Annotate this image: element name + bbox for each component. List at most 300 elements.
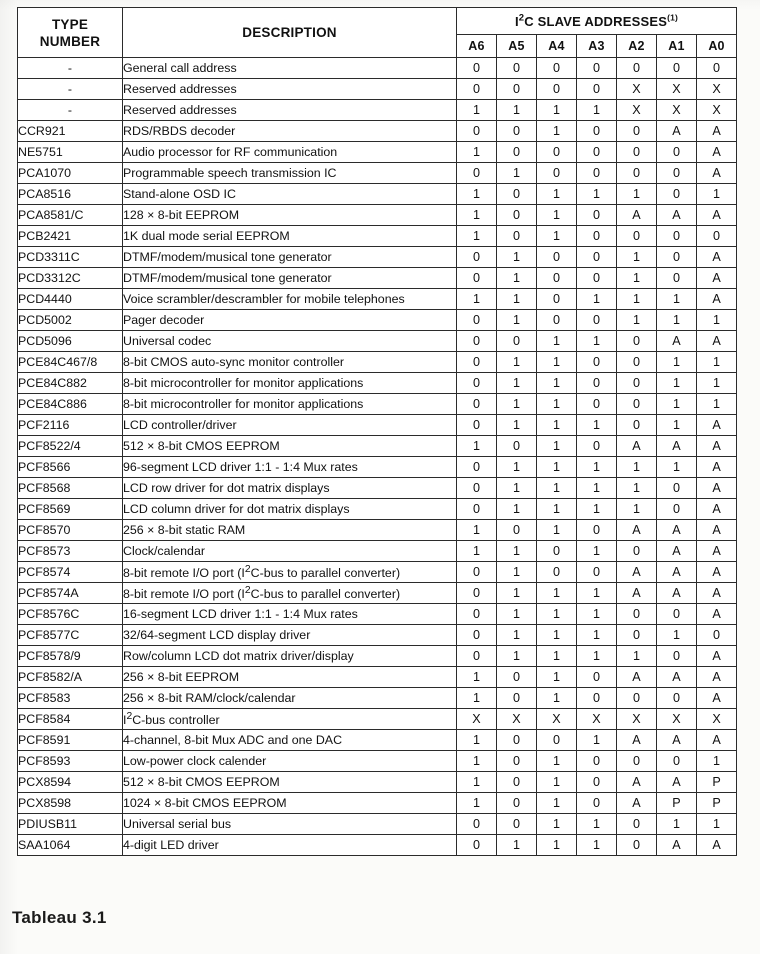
cell-address-bit-a5: 1	[497, 310, 537, 331]
cell-address-bit-a3: 1	[577, 499, 617, 520]
cell-address-bit-a2: 1	[617, 646, 657, 667]
cell-description: 4-channel, 8-bit Mux ADC and one DAC	[123, 730, 457, 751]
table-header	[18, 8, 737, 58]
table-row	[18, 562, 737, 583]
cell-address-bit-a0: A	[697, 583, 737, 604]
cell-address-bit-a2: 0	[617, 394, 657, 415]
cell-address-bit-a4: 1	[537, 814, 577, 835]
cell-address-bit-a6: 0	[457, 58, 497, 79]
cell-address-bit-a4: 1	[537, 100, 577, 121]
cell-address-bit-a2: 1	[617, 184, 657, 205]
cell-address-bit-a6: 0	[457, 604, 497, 625]
cell-address-bit-a2: X	[617, 709, 657, 730]
cell-type-number: PCD3312C	[18, 268, 123, 289]
cell-address-bit-a2: 0	[617, 751, 657, 772]
table-row	[18, 520, 737, 541]
cell-address-bit-a1: X	[657, 79, 697, 100]
cell-address-bit-a4: 1	[537, 751, 577, 772]
cell-address-bit-a3: 0	[577, 79, 617, 100]
cell-address-bit-a5: 1	[497, 562, 537, 583]
cell-description: LCD column driver for dot matrix displays	[123, 499, 457, 520]
cell-address-bit-a5: 0	[497, 226, 537, 247]
cell-address-bit-a4: 1	[537, 499, 577, 520]
cell-address-bit-a1: 1	[657, 814, 697, 835]
cell-description: 16-segment LCD driver 1:1 - 1:4 Mux rates	[123, 604, 457, 625]
cell-address-bit-a3: 0	[577, 667, 617, 688]
cell-address-bit-a1: 0	[657, 247, 697, 268]
cell-address-bit-a1: 1	[657, 289, 697, 310]
cell-address-bit-a5: 0	[497, 58, 537, 79]
cell-address-bit-a1: 1	[657, 352, 697, 373]
cell-description: Universal serial bus	[123, 814, 457, 835]
cell-address-bit-a2: 0	[617, 541, 657, 562]
cell-address-bit-a1: 1	[657, 373, 697, 394]
addr-group-footnote-marker: (1)	[667, 12, 679, 23]
cell-type-number: PCF8583	[18, 688, 123, 709]
cell-address-bit-a2: 0	[617, 688, 657, 709]
cell-address-bit-a6: 1	[457, 100, 497, 121]
cell-address-bit-a3: 0	[577, 205, 617, 226]
cell-description: LCD row driver for dot matrix displays	[123, 478, 457, 499]
cell-address-bit-a2: 0	[617, 604, 657, 625]
cell-address-bit-a2: A	[617, 667, 657, 688]
cell-address-bit-a0: A	[697, 205, 737, 226]
cell-address-bit-a3: 0	[577, 142, 617, 163]
cell-address-bit-a5: 0	[497, 751, 537, 772]
cell-address-bit-a3: 0	[577, 751, 617, 772]
cell-address-bit-a1: 0	[657, 226, 697, 247]
column-header-a1: A1	[657, 35, 697, 58]
cell-address-bit-a1: 1	[657, 625, 697, 646]
cell-address-bit-a2: 0	[617, 415, 657, 436]
cell-address-bit-a3: 1	[577, 100, 617, 121]
cell-address-bit-a1: A	[657, 835, 697, 856]
cell-address-bit-a6: 1	[457, 184, 497, 205]
cell-address-bit-a0: 1	[697, 751, 737, 772]
cell-address-bit-a2: 1	[617, 247, 657, 268]
column-header-a0: A0	[697, 35, 737, 58]
cell-type-number: PCF8574	[18, 562, 123, 583]
cell-address-bit-a4: 1	[537, 394, 577, 415]
cell-address-bit-a3: 1	[577, 604, 617, 625]
cell-address-bit-a1: A	[657, 436, 697, 457]
table-row	[18, 478, 737, 499]
cell-description: 128 × 8-bit EEPROM	[123, 205, 457, 226]
header-row-top	[18, 8, 737, 35]
addr-group-suffix: C SLAVE ADDRESSES	[524, 13, 668, 29]
cell-address-bit-a2: 0	[617, 331, 657, 352]
cell-address-bit-a2: 1	[617, 499, 657, 520]
figure-caption: Tableau 3.1	[12, 908, 107, 927]
cell-address-bit-a4: 0	[537, 562, 577, 583]
cell-address-bit-a6: 1	[457, 688, 497, 709]
cell-type-number: PCE84C467/8	[18, 352, 123, 373]
cell-address-bit-a5: 1	[497, 394, 537, 415]
cell-address-bit-a0: A	[697, 121, 737, 142]
cell-address-bit-a5: 0	[497, 205, 537, 226]
cell-description: Audio processor for RF communication	[123, 142, 457, 163]
cell-address-bit-a2: 0	[617, 835, 657, 856]
cell-type-number: -	[18, 100, 123, 121]
type-number-line-1: TYPE	[51, 16, 89, 32]
cell-address-bit-a4: 1	[537, 373, 577, 394]
cell-address-bit-a6: 0	[457, 814, 497, 835]
cell-address-bit-a1: A	[657, 205, 697, 226]
cell-address-bit-a5: 1	[497, 268, 537, 289]
cell-description: 4-digit LED driver	[123, 835, 457, 856]
cell-address-bit-a6: 0	[457, 121, 497, 142]
table-row	[18, 835, 737, 856]
cell-type-number: PCF8568	[18, 478, 123, 499]
cell-address-bit-a0: 0	[697, 58, 737, 79]
addr-group-prefix: I	[514, 13, 519, 29]
cell-address-bit-a4: 1	[537, 793, 577, 814]
cell-address-bit-a0: P	[697, 772, 737, 793]
cell-address-bit-a1: 0	[657, 142, 697, 163]
cell-address-bit-a1: 0	[657, 163, 697, 184]
cell-address-bit-a0: A	[697, 646, 737, 667]
cell-address-bit-a4: 0	[537, 163, 577, 184]
cell-address-bit-a6: X	[457, 709, 497, 730]
cell-type-number: PCF8566	[18, 457, 123, 478]
cell-address-bit-a2: 1	[617, 268, 657, 289]
cell-address-bit-a1: A	[657, 121, 697, 142]
cell-address-bit-a2: A	[617, 436, 657, 457]
cell-address-bit-a0: A	[697, 835, 737, 856]
cell-address-bit-a6: 0	[457, 373, 497, 394]
cell-address-bit-a6: 1	[457, 730, 497, 751]
table-row	[18, 289, 737, 310]
table-row	[18, 163, 737, 184]
table-row	[18, 604, 737, 625]
cell-address-bit-a6: 0	[457, 583, 497, 604]
cell-address-bit-a3: 1	[577, 646, 617, 667]
cell-address-bit-a5: 0	[497, 331, 537, 352]
cell-address-bit-a4: 0	[537, 58, 577, 79]
cell-type-number: PCF8569	[18, 499, 123, 520]
cell-address-bit-a5: 0	[497, 793, 537, 814]
cell-description: $I^2C$-bus controller	[123, 709, 457, 730]
cell-address-bit-a4: 1	[537, 436, 577, 457]
cell-address-bit-a1: 0	[657, 604, 697, 625]
addr-group-superscript: 2	[518, 12, 525, 24]
cell-description: Pager decoder	[123, 310, 457, 331]
cell-address-bit-a3: 0	[577, 394, 617, 415]
cell-address-bit-a0: A	[697, 730, 737, 751]
cell-address-bit-a5: 1	[497, 583, 537, 604]
cell-address-bit-a5: 1	[497, 415, 537, 436]
cell-address-bit-a3: 1	[577, 184, 617, 205]
cell-address-bit-a1: 0	[657, 58, 697, 79]
cell-address-bit-a3: 0	[577, 268, 617, 289]
cell-type-number: PCD5002	[18, 310, 123, 331]
cell-address-bit-a1: A	[657, 520, 697, 541]
cell-address-bit-a2: 1	[617, 310, 657, 331]
cell-address-bit-a0: A	[697, 499, 737, 520]
cell-description: 256 × 8-bit EEPROM	[123, 667, 457, 688]
cell-description: 32/64-segment LCD display driver	[123, 625, 457, 646]
cell-address-bit-a5: 1	[497, 289, 537, 310]
cell-address-bit-a3: 1	[577, 289, 617, 310]
cell-address-bit-a0: A	[697, 541, 737, 562]
table-row	[18, 583, 737, 604]
column-header-a4: A4	[537, 35, 577, 58]
cell-address-bit-a0: P	[697, 793, 737, 814]
cell-address-bit-a5: 0	[497, 79, 537, 100]
cell-address-bit-a4: 0	[537, 142, 577, 163]
cell-address-bit-a6: 1	[457, 772, 497, 793]
cell-address-bit-a2: 0	[617, 226, 657, 247]
cell-description: RDS/RBDS decoder	[123, 121, 457, 142]
cell-description: Programmable speech transmission IC	[123, 163, 457, 184]
table-row	[18, 709, 737, 730]
cell-address-bit-a2: X	[617, 100, 657, 121]
cell-address-bit-a3: 1	[577, 625, 617, 646]
cell-description: DTMF/modem/musical tone generator	[123, 268, 457, 289]
cell-address-bit-a6: 1	[457, 520, 497, 541]
cell-address-bit-a5: 1	[497, 100, 537, 121]
cell-address-bit-a5: 1	[497, 373, 537, 394]
cell-address-bit-a5: 0	[497, 772, 537, 793]
cell-address-bit-a4: 1	[537, 478, 577, 499]
cell-address-bit-a4: 1	[537, 184, 577, 205]
cell-type-number: PCA1070	[18, 163, 123, 184]
table-row	[18, 394, 737, 415]
cell-type-number: PCF8577C	[18, 625, 123, 646]
cell-address-bit-a4: 1	[537, 226, 577, 247]
i2c-slave-address-table	[17, 7, 737, 856]
column-header-a6: A6	[457, 35, 497, 58]
table-row	[18, 499, 737, 520]
cell-address-bit-a5: 1	[497, 478, 537, 499]
cell-address-bit-a5: 0	[497, 667, 537, 688]
cell-type-number: PCF8591	[18, 730, 123, 751]
cell-address-bit-a4: 1	[537, 331, 577, 352]
cell-address-bit-a3: 0	[577, 373, 617, 394]
cell-address-bit-a1: 0	[657, 268, 697, 289]
cell-address-bit-a1: A	[657, 541, 697, 562]
table-row	[18, 184, 737, 205]
cell-description: Reserved addresses	[123, 100, 457, 121]
cell-address-bit-a2: 0	[617, 625, 657, 646]
table-row	[18, 730, 737, 751]
cell-type-number: PCF8578/9	[18, 646, 123, 667]
cell-address-bit-a6: 1	[457, 226, 497, 247]
cell-address-bit-a3: 1	[577, 457, 617, 478]
cell-address-bit-a2: A	[617, 772, 657, 793]
cell-address-bit-a4: 0	[537, 289, 577, 310]
cell-address-bit-a2: A	[617, 730, 657, 751]
table-body	[18, 58, 737, 856]
cell-address-bit-a6: 1	[457, 436, 497, 457]
column-header-i2c-slave-addresses	[457, 8, 737, 35]
cell-address-bit-a4: 1	[537, 772, 577, 793]
table-row	[18, 226, 737, 247]
cell-address-bit-a0: A	[697, 478, 737, 499]
cell-address-bit-a6: 1	[457, 793, 497, 814]
table-row	[18, 814, 737, 835]
table-row	[18, 268, 737, 289]
cell-address-bit-a0: A	[697, 562, 737, 583]
cell-description: 256 × 8-bit RAM/clock/calendar	[123, 688, 457, 709]
cell-address-bit-a5: X	[497, 709, 537, 730]
table-row	[18, 751, 737, 772]
cell-address-bit-a1: A	[657, 772, 697, 793]
cell-address-bit-a0: A	[697, 520, 737, 541]
cell-address-bit-a6: 0	[457, 268, 497, 289]
cell-address-bit-a0: A	[697, 268, 737, 289]
cell-address-bit-a1: A	[657, 730, 697, 751]
cell-description: Reserved addresses	[123, 79, 457, 100]
cell-address-bit-a2: 0	[617, 352, 657, 373]
cell-address-bit-a6: 1	[457, 205, 497, 226]
cell-type-number: SAA1064	[18, 835, 123, 856]
cell-description: Row/column LCD dot matrix driver/display	[123, 646, 457, 667]
cell-address-bit-a5: 1	[497, 625, 537, 646]
cell-address-bit-a0: A	[697, 142, 737, 163]
cell-type-number: -	[18, 79, 123, 100]
cell-address-bit-a1: 1	[657, 415, 697, 436]
cell-address-bit-a5: 1	[497, 457, 537, 478]
cell-address-bit-a3: 0	[577, 121, 617, 142]
cell-address-bit-a2: 0	[617, 814, 657, 835]
cell-address-bit-a4: 1	[537, 352, 577, 373]
cell-description: 1K dual mode serial EEPROM	[123, 226, 457, 247]
cell-address-bit-a4: 1	[537, 835, 577, 856]
cell-type-number: PDIUSB11	[18, 814, 123, 835]
cell-address-bit-a0: 0	[697, 625, 737, 646]
table-row	[18, 100, 737, 121]
column-header-a3: A3	[577, 35, 617, 58]
cell-type-number: PCF2116	[18, 415, 123, 436]
cell-address-bit-a1: 0	[657, 184, 697, 205]
cell-type-number: PCF8582/A	[18, 667, 123, 688]
cell-description: Low-power clock calender	[123, 751, 457, 772]
cell-address-bit-a1: A	[657, 562, 697, 583]
cell-address-bit-a4: 1	[537, 646, 577, 667]
cell-address-bit-a3: 1	[577, 331, 617, 352]
cell-address-bit-a5: 0	[497, 520, 537, 541]
cell-address-bit-a4: 0	[537, 79, 577, 100]
cell-address-bit-a0: X	[697, 709, 737, 730]
cell-address-bit-a2: 1	[617, 478, 657, 499]
cell-type-number: PCX8594	[18, 772, 123, 793]
cell-address-bit-a3: X	[577, 709, 617, 730]
cell-address-bit-a3: 0	[577, 58, 617, 79]
cell-description: 512 × 8-bit CMOS EEPROM	[123, 772, 457, 793]
cell-address-bit-a1: X	[657, 100, 697, 121]
cell-address-bit-a2: 0	[617, 373, 657, 394]
cell-description: 256 × 8-bit static RAM	[123, 520, 457, 541]
spec-table-container	[17, 7, 736, 856]
cell-type-number: NE5751	[18, 142, 123, 163]
table-row	[18, 247, 737, 268]
cell-address-bit-a4: 0	[537, 310, 577, 331]
cell-address-bit-a1: 1	[657, 310, 697, 331]
cell-description: 8-bit CMOS auto-sync monitor controller	[123, 352, 457, 373]
cell-address-bit-a2: A	[617, 583, 657, 604]
cell-address-bit-a0: X	[697, 100, 737, 121]
cell-address-bit-a5: 0	[497, 436, 537, 457]
cell-type-number: PCX8598	[18, 793, 123, 814]
cell-address-bit-a6: 0	[457, 415, 497, 436]
cell-address-bit-a0: A	[697, 457, 737, 478]
cell-description: 1024 × 8-bit CMOS EEPROM	[123, 793, 457, 814]
cell-address-bit-a1: 0	[657, 499, 697, 520]
cell-address-bit-a2: A	[617, 562, 657, 583]
cell-address-bit-a3: 0	[577, 520, 617, 541]
cell-address-bit-a4: 1	[537, 457, 577, 478]
cell-address-bit-a6: 0	[457, 625, 497, 646]
cell-address-bit-a5: 1	[497, 163, 537, 184]
cell-address-bit-a0: A	[697, 688, 737, 709]
cell-address-bit-a1: 0	[657, 688, 697, 709]
table-row	[18, 352, 737, 373]
cell-address-bit-a6: 0	[457, 352, 497, 373]
cell-type-number: PCB2421	[18, 226, 123, 247]
table-row	[18, 415, 737, 436]
cell-type-number: PCA8581/C	[18, 205, 123, 226]
cell-address-bit-a5: 0	[497, 814, 537, 835]
table-row	[18, 667, 737, 688]
cell-description: LCD controller/driver	[123, 415, 457, 436]
column-header-description: DESCRIPTION	[123, 8, 457, 58]
cell-description: Clock/calendar	[123, 541, 457, 562]
column-header-a5: A5	[497, 35, 537, 58]
cell-address-bit-a3: 1	[577, 835, 617, 856]
cell-description: 8-bit microcontroller for monitor applications	[123, 394, 457, 415]
cell-address-bit-a1: P	[657, 793, 697, 814]
cell-address-bit-a6: 0	[457, 478, 497, 499]
cell-type-number: PCD4440	[18, 289, 123, 310]
cell-address-bit-a0: A	[697, 604, 737, 625]
cell-address-bit-a1: A	[657, 583, 697, 604]
cell-address-bit-a3: 1	[577, 730, 617, 751]
table-row	[18, 436, 737, 457]
cell-address-bit-a2: A	[617, 793, 657, 814]
table-row	[18, 646, 737, 667]
cell-type-number: PCF8584	[18, 709, 123, 730]
cell-address-bit-a5: 0	[497, 184, 537, 205]
cell-address-bit-a0: A	[697, 163, 737, 184]
cell-address-bit-a4: 1	[537, 583, 577, 604]
cell-address-bit-a1: 0	[657, 751, 697, 772]
cell-address-bit-a4: 0	[537, 247, 577, 268]
cell-address-bit-a1: 0	[657, 646, 697, 667]
cell-type-number: PCE84C886	[18, 394, 123, 415]
cell-address-bit-a6: 0	[457, 499, 497, 520]
cell-address-bit-a3: 0	[577, 226, 617, 247]
column-header-a2: A2	[617, 35, 657, 58]
cell-address-bit-a0: A	[697, 667, 737, 688]
cell-address-bit-a0: 1	[697, 814, 737, 835]
cell-type-number: PCF8574A	[18, 583, 123, 604]
cell-address-bit-a6: 0	[457, 646, 497, 667]
cell-address-bit-a6: 1	[457, 142, 497, 163]
cell-address-bit-a6: 0	[457, 163, 497, 184]
cell-address-bit-a5: 1	[497, 835, 537, 856]
cell-address-bit-a1: A	[657, 667, 697, 688]
cell-address-bit-a4: 1	[537, 205, 577, 226]
cell-address-bit-a4: 1	[537, 625, 577, 646]
cell-type-number: PCF8522/4	[18, 436, 123, 457]
cell-address-bit-a0: A	[697, 331, 737, 352]
cell-address-bit-a2: A	[617, 205, 657, 226]
cell-address-bit-a1: X	[657, 709, 697, 730]
cell-address-bit-a3: 0	[577, 562, 617, 583]
cell-address-bit-a3: 0	[577, 352, 617, 373]
table-row	[18, 793, 737, 814]
